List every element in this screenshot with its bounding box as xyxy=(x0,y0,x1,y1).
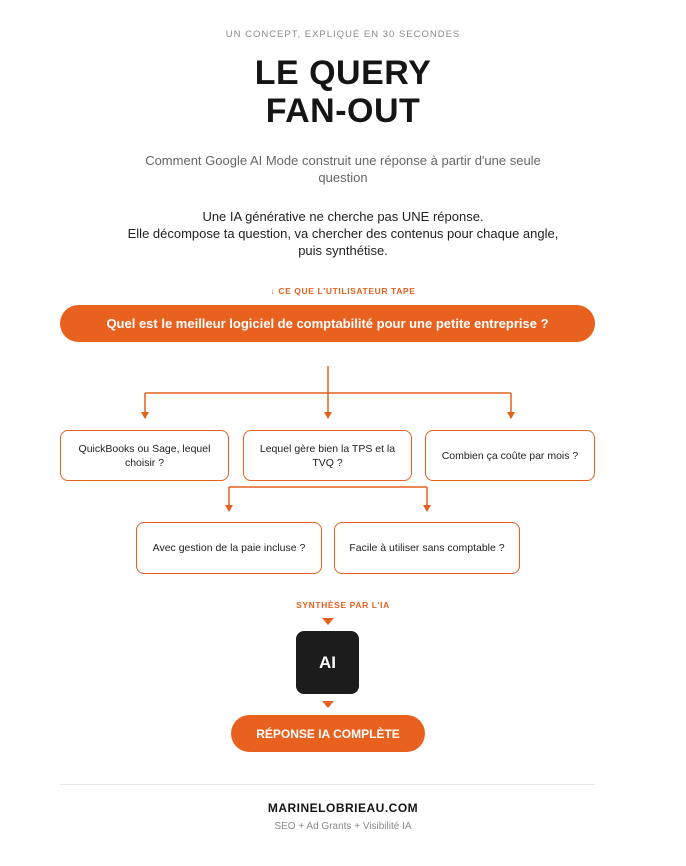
footer-tagline: SEO + Ad Grants + Visibilité IA xyxy=(274,821,412,832)
user-query-pill: Quel est le meilleur logiciel de comptabilité pour une petite entreprise ? xyxy=(60,305,595,342)
ai-box: AI xyxy=(296,631,359,694)
sub-query-box: Combien ça coûte par mois ? xyxy=(425,430,595,481)
sub-query-box: Lequel gère bien la TPS et la TVQ ? xyxy=(243,430,412,481)
intro-line-1: Une IA générative ne cherche pas UNE réponse. xyxy=(202,209,484,224)
footer-site: MARINELOBRIEAU.COM xyxy=(267,801,419,815)
answer-arrow xyxy=(322,701,334,708)
page-subtitle: Comment Google AI Mode construit une réponse à partir d'une seule question xyxy=(145,153,541,185)
synthesis-label: SYNTHÈSE PAR L'IA xyxy=(296,600,390,610)
sub-query-box: QuickBooks ou Sage, lequel choisir ? xyxy=(60,430,229,481)
intro-line-2: Elle décompose ta question, va chercher des contenus pour chaque angle, xyxy=(127,226,559,241)
sub-query-box: Avec gestion de la paie incluse ? xyxy=(136,522,322,574)
intro-line-3: puis synthétise. xyxy=(298,243,388,258)
footer-divider xyxy=(60,784,595,785)
eyebrow-text: UN CONCEPT, EXPLIQUÉ EN 30 SECONDES xyxy=(225,29,461,40)
title-line-1: LE QUERY xyxy=(254,54,432,92)
synthesis-arrow xyxy=(322,618,334,625)
user-input-label: ↓ CE QUE L'UTILISATEUR TAPE xyxy=(270,286,416,296)
sub-query-box: Facile à utiliser sans comptable ? xyxy=(334,522,520,574)
answer-pill: RÉPONSE IA COMPLÈTE xyxy=(231,715,425,752)
title-line-2: FAN-OUT xyxy=(265,92,421,130)
